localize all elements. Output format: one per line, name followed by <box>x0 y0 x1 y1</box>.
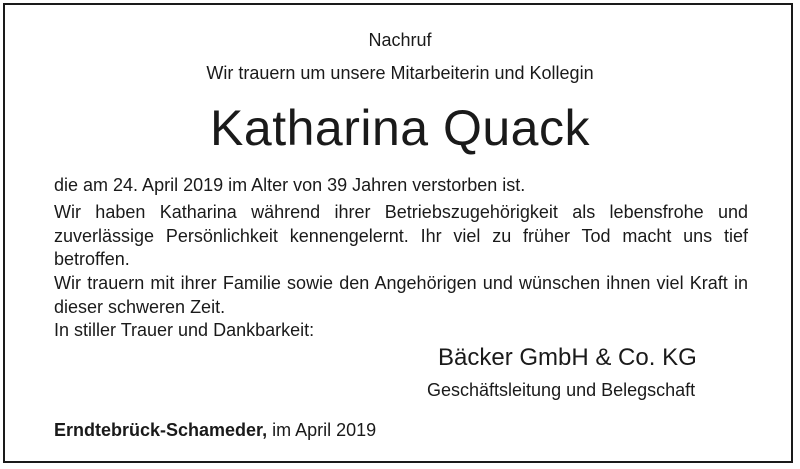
place-name: Erndtebrück-Schameder, <box>54 420 268 440</box>
closing-line: In stiller Trauer und Dankbarkeit: <box>54 320 315 340</box>
tribute-paragraph: Wir haben Katharina während ihrer Betriebszugehörigkeit als lebensfrohe und zuverlässige Persönlichkeit kennengelernt. Ihr viel zu früher Tod macht uns tief betroffen. <box>54 202 748 269</box>
notice-heading: Nachruf <box>368 30 432 50</box>
intro-line: Wir trauern um unsere Mitarbeiterin und Kollegin <box>206 63 594 83</box>
death-date-line: die am 24. April 2019 im Alter von 39 Jahren verstorben ist. <box>54 175 526 195</box>
place-date-line <box>54 420 376 441</box>
date-text: im April 2019 <box>267 420 377 440</box>
company-name: Bäcker GmbH & Co. KG <box>438 344 697 371</box>
deceased-name: Katharina Quack <box>210 100 590 156</box>
department-line: Geschäftsleitung und Belegschaft <box>427 380 696 400</box>
condolence-paragraph: Wir trauern mit ihrer Familie sowie den Angehörigen und wünschen ihnen viel Kraft in dieser schweren Zeit. <box>54 273 748 317</box>
